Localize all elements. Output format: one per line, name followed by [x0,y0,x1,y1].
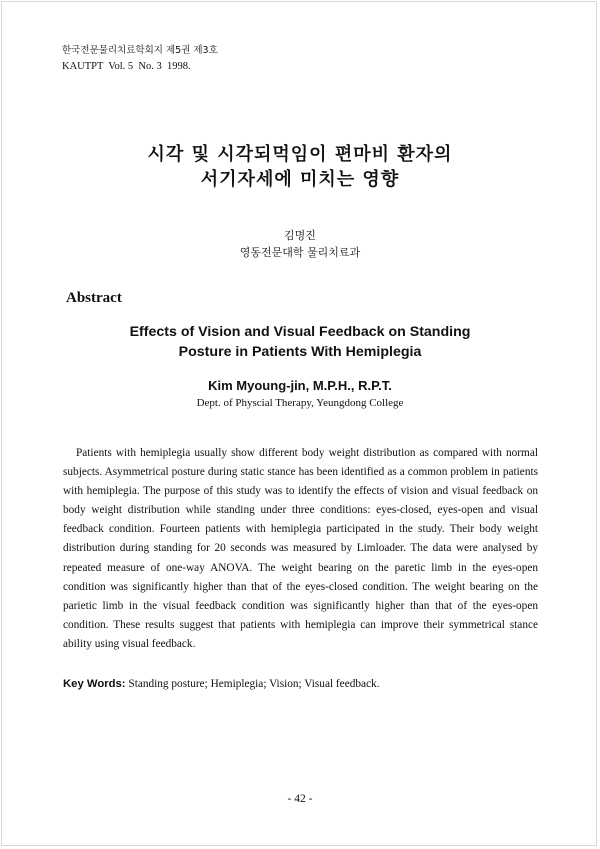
korean-title [0,142,600,192]
korean-title-line-2: 서기자세에 미치는 영향 [200,169,400,190]
korean-author-name: 김명진 [284,229,316,242]
abstract-heading: Abstract [66,290,122,306]
journal-korean-line: 한국전문물리치료학회지 제5권 제3호 [62,45,218,56]
english-title-line-1: Effects of Vision and Visual Feedback on Standing [129,324,471,340]
journal-english-line: KAUTPT Vol. 5 No. 3 1998. [62,61,191,72]
keywords [63,678,380,690]
page-number: - 42 - [287,793,313,805]
abstract-body: Patients with hemiplegia usually show different body weight distribution as compared with normal subjects. Asymmetrical posture during static stance has been identified as a common problem in patients with hemiplegia. The purpose of this study was to identify the effects of vision and visual feedback on body weight distribution while standing under three conditions: eyes-closed, eyes-open and visual feedback condition. Fourteen patients with hemiplegia participated in the study. Their body weight distribution during standing for 20 seconds was measured by Limloader. The data were analysed by repeated measure of one-way ANOVA. The weight bearing on the paretic limb in the eyes-open condition was significantly higher than that of the eyes-closed condition. The weight bearing on the parietic limb in the visual feedback condition was significantly higher than that of the eyes-open condition. These results suggest that patients with hemiplegia can improve their symmetrical stance ability using visual feedback. [63,447,538,650]
english-title [0,322,600,362]
korean-title-line-1: 시각 및 시각되먹임이 편마비 환자의 [147,144,453,165]
keywords-text: Standing posture; Hemiplegia; Vision; Visual feedback. [128,678,380,690]
english-author-name: Kim Myoung-jin, M.P.H., R.P.T. [208,378,392,393]
english-department: Dept. of Physcial Therapy, Yeungdong College [196,397,404,409]
korean-affiliation: 영동전문대학 물리치료과 [239,246,361,259]
page-frame [1,1,597,846]
english-title-line-2: Posture in Patients With Hemiplegia [178,344,422,360]
korean-author-block [0,227,600,261]
keywords-label: Key Words: [63,678,126,690]
journal-header [62,43,218,75]
